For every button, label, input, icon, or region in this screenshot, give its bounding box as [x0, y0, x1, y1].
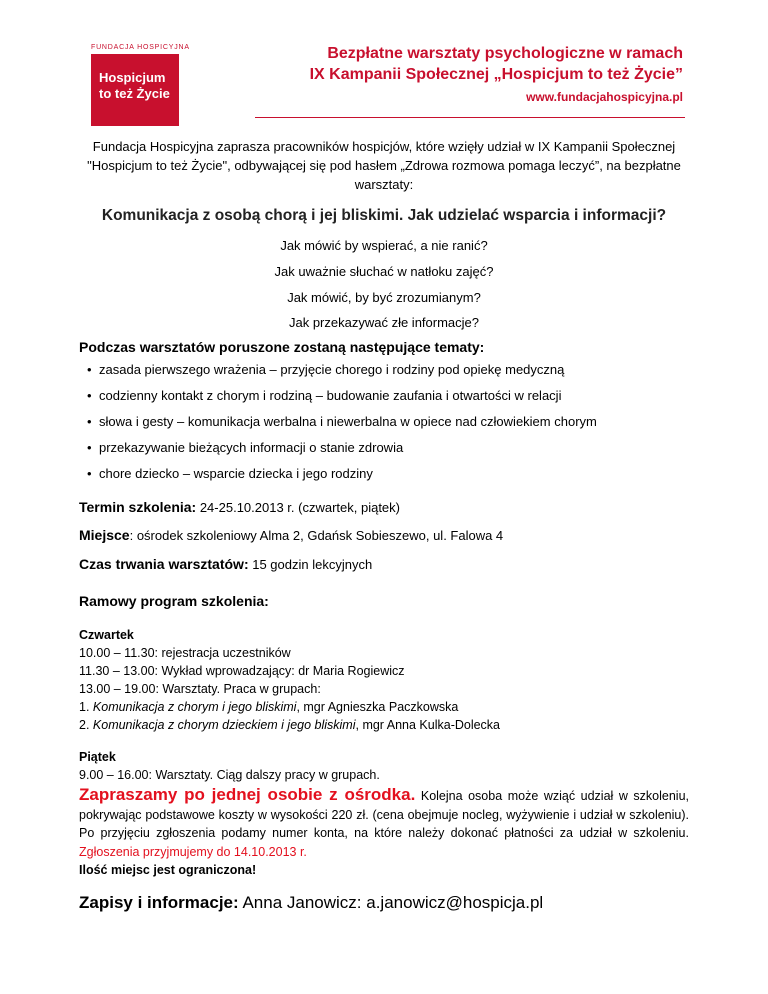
intro-paragraph: Fundacja Hospicyjna zaprasza pracowników hospicjów, które wzięły udział w IX Kampanii Społecznej "Hospicjum to też Życie", odbywającej się pod hasłem „Zdrowa rozmowa pomaga leczyć”, na bezpłatne warsztaty: [87, 139, 681, 192]
czas-line [79, 556, 372, 572]
logo-line-1: Hospicjum [99, 70, 166, 85]
logo-top-text: FUNDACJA HOSPICYJNA [91, 44, 190, 51]
bullet-icon: • [87, 440, 92, 455]
logo-box [91, 54, 179, 126]
logo-line-2: to też Życie [99, 86, 170, 101]
miejsce-label: Miejsce [79, 527, 130, 543]
question-1: Jak mówić by wspierać, a nie ranić? [280, 238, 488, 253]
invite-deadline: Zgłoszenia przyjmujemy do 14.10.2013 r. [79, 844, 307, 859]
group-1-title: Komunikacja z chorym i jego bliskimi [92, 700, 297, 714]
question-2: Jak uważnie słuchać w natłoku zajęć? [274, 264, 494, 279]
thursday-item-1: 10.00 – 11.30: rejestracja uczestników [79, 646, 291, 660]
group-2-line: 2. Komunikacja z chorym dzieckiem i jego bliskimi, mgr Anna Kulka-Dolecka [79, 718, 501, 732]
topic-text: słowa i gesty – komunikacja werbalna i niewerbalna w opiece nad człowiekiem chorym [99, 414, 597, 429]
invite-limited: Ilość miejsc jest ograniczona! [79, 863, 257, 877]
question-4: Jak przekazywać złe informacje? [288, 315, 480, 330]
signup-line [79, 893, 543, 913]
termin-label: Termin szkolenia: [79, 499, 197, 515]
foundation-logo [91, 44, 190, 126]
program-heading: Ramowy program szkolenia: [79, 593, 269, 609]
czas-label: Czas trwania warsztatów: [79, 556, 249, 572]
workshop-title: Komunikacja z osobą chorą i jej bliskimi. Jak udzielać wsparcia i informacji? [101, 207, 667, 224]
czas-value: 15 godzin lekcyjnych [248, 557, 373, 572]
topic-item [87, 440, 403, 455]
termin-value: 24-25.10.2013 r. (czwartek, piątek) [196, 500, 400, 515]
bullet-icon: • [87, 414, 92, 429]
header-title-line-2: IX Kampanii Społecznej „Hospicjum to też Życie” [309, 66, 683, 83]
miejsce-value: : ośrodek szkoleniowy Alma 2, Gdańsk Sobieszewo, ul. Falowa 4 [129, 528, 504, 543]
topic-item [87, 388, 561, 403]
header-title-line-1: Bezpłatne warsztaty psychologiczne w ramach [327, 45, 683, 62]
group-1-line: 1. Komunikacja z chorym i jego bliskimi, mgr Agnieszka Paczkowska [79, 700, 459, 714]
invite-paragraph [79, 786, 689, 880]
topic-item [87, 414, 597, 429]
bullet-icon: • [87, 388, 92, 403]
header [310, 43, 683, 104]
signup-label: Zapisy i informacje: [79, 893, 239, 912]
group-2-title: Komunikacja z chorym dzieckiem i jego bliskimi [92, 718, 356, 732]
topic-text: zasada pierwszego wrażenia – przyjęcie chorego i rodziny pod opiekę medyczną [99, 362, 565, 377]
topic-text: przekazywanie bieżących informacji o stanie zdrowia [99, 440, 404, 455]
topic-text: chore dziecko – wsparcie dziecka i jego rodziny [99, 466, 373, 481]
thursday-item-3: 13.00 – 19.00: Warsztaty. Praca w grupach: [79, 682, 321, 696]
thursday-heading: Czwartek [79, 628, 134, 642]
friday-item: 9.00 – 16.00: Warsztaty. Ciąg dalszy pracy w grupach. [79, 768, 380, 782]
friday-heading: Piątek [79, 750, 116, 764]
header-divider [255, 117, 685, 118]
signup-contact-link[interactable]: Anna Janowicz: a.janowicz@hospicja.pl [238, 893, 544, 912]
header-url-link[interactable]: www.fundacjahospicyjna.pl [526, 90, 683, 104]
termin-line [79, 499, 400, 515]
invite-text: Kolejna osoba może wziąć udział w szkoleniu, pokrywając podstawowe koszty w wysokości 220 zł. (cena obejmuje nocleg, wyżywienie i udział w szkoleniu). Po przyjęciu zgłoszenia podamy numer konta, na które należy dokonać płatności za udział w szkoleniu. [79, 789, 690, 840]
miejsce-line [79, 527, 503, 543]
bullet-icon: • [87, 362, 92, 377]
thursday-item-2: 11.30 – 13.00: Wykład wprowadzający: dr Maria Rogiewicz [79, 664, 405, 678]
topic-item [87, 362, 564, 377]
bullet-icon: • [87, 466, 92, 481]
topic-text: codzienny kontakt z chorym i rodziną – budowanie zaufania i otwartości w relacji [99, 388, 562, 403]
topics-heading: Podczas warsztatów poruszone zostaną następujące tematy: [79, 339, 485, 355]
question-3: Jak mówić, by być zrozumianym? [287, 290, 481, 305]
invite-headline: Zapraszamy po jednej osobie z ośrodka. [79, 785, 416, 804]
topic-item [87, 466, 373, 481]
